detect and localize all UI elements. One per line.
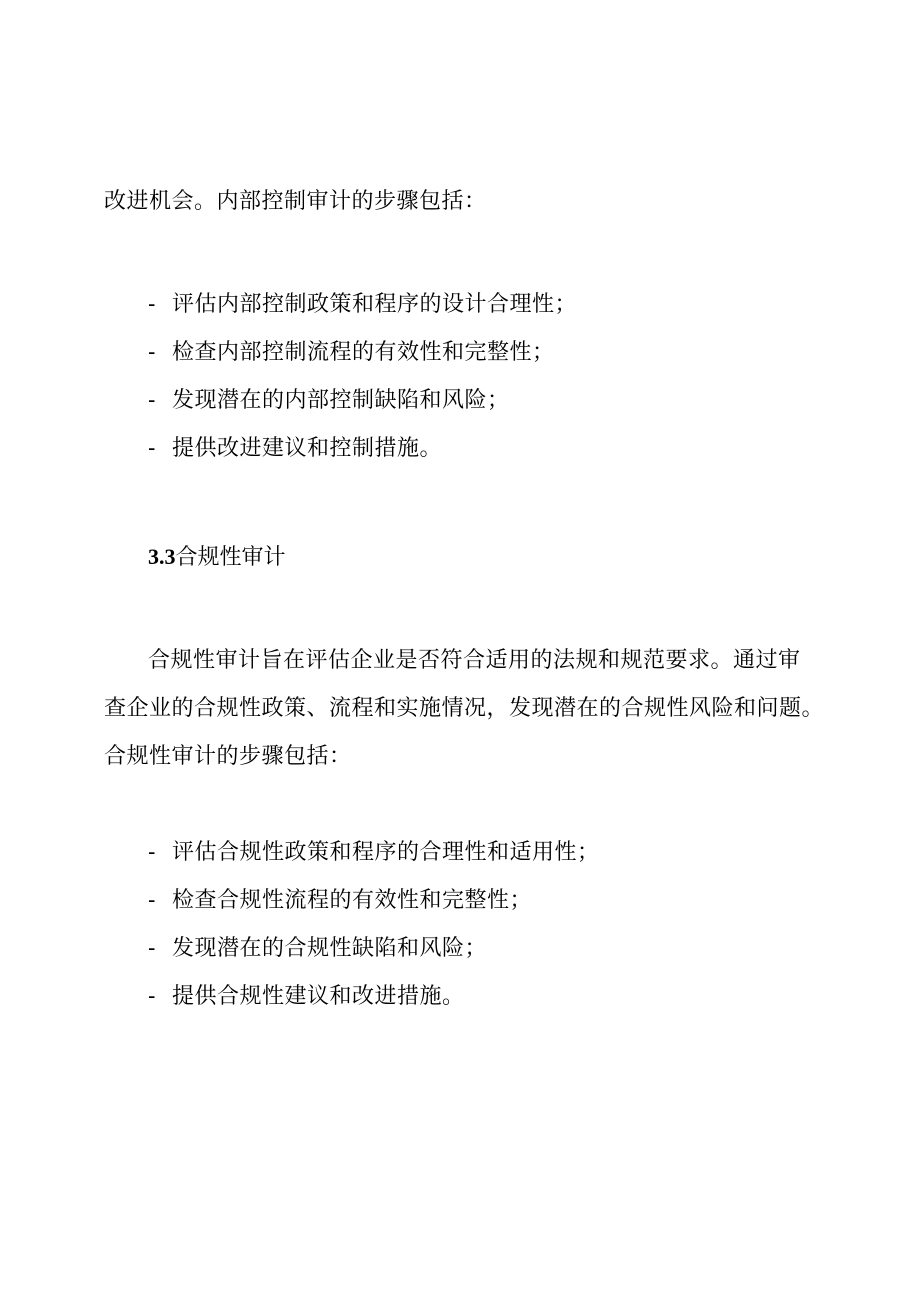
- list-dash: -: [148, 436, 156, 461]
- list-item: [148, 886, 532, 916]
- list-item-text: 发现潜在的合规性缺陷和风险；: [172, 936, 488, 961]
- list-item-text: 发现潜在的内部控制缺陷和风险；: [172, 388, 510, 413]
- list-item-text: 评估内部控制政策和程序的设计合理性；: [172, 292, 578, 317]
- section-title: 合规性审计: [175, 545, 286, 570]
- list-item: [148, 934, 487, 964]
- intro-line: 改进机会。内部控制审计的步骤包括：: [104, 189, 487, 214]
- list-dash: -: [148, 292, 156, 317]
- paragraph-line: 合规性审计的步骤包括：: [104, 744, 352, 769]
- list-item: [148, 290, 577, 320]
- list-item: [148, 434, 442, 464]
- paragraph-line: 合规性审计旨在评估企业是否符合适用的法规和规范要求。通过审: [148, 648, 801, 673]
- list-dash: -: [148, 888, 156, 913]
- list-item: [148, 838, 600, 868]
- list-item: [148, 982, 465, 1012]
- list-item-text: 提供合规性建议和改进措施。: [172, 984, 465, 1009]
- list-dash: -: [148, 984, 156, 1009]
- list-item-text: 评估合规性政策和程序的合理性和适用性；: [172, 840, 600, 865]
- list-dash: -: [148, 388, 156, 413]
- list-dash: -: [148, 936, 156, 961]
- section-number: 3.3: [148, 544, 176, 569]
- list-item: [148, 386, 510, 416]
- list-dash: -: [148, 340, 156, 365]
- list-dash: -: [148, 840, 156, 865]
- list-item-text: 提供改进建议和控制措施。: [172, 436, 443, 461]
- list-item: [148, 338, 555, 368]
- list-item-text: 检查合规性流程的有效性和完整性；: [172, 888, 533, 913]
- section-heading: [148, 542, 286, 573]
- paragraph-line: 查企业的合规性政策、流程和实施情况，发现潜在的合规性风险和问题。: [104, 696, 825, 721]
- list-item-text: 检查内部控制流程的有效性和完整性；: [172, 340, 555, 365]
